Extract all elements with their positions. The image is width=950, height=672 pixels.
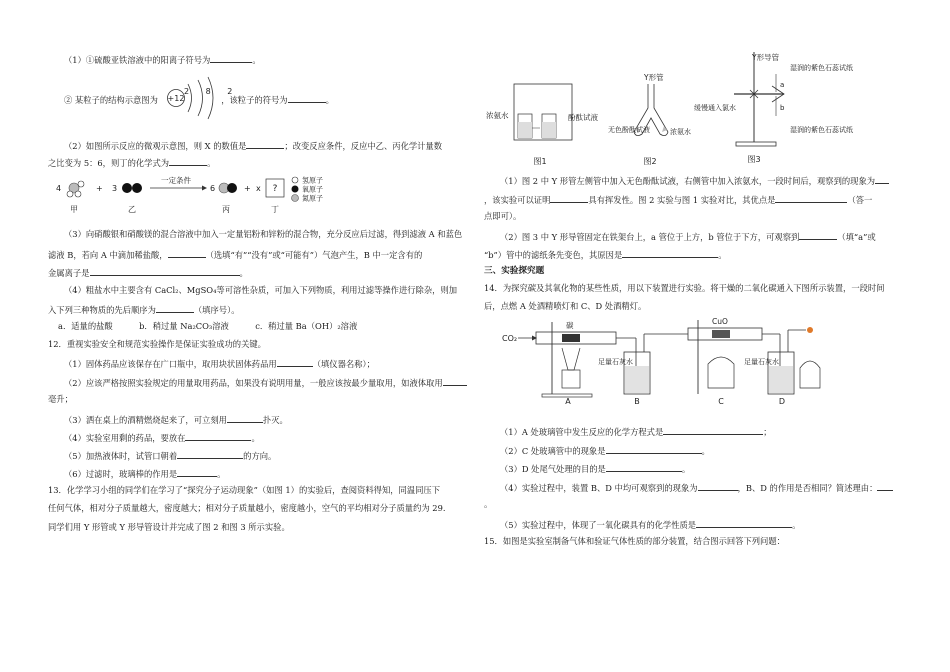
label-ding: 丁 <box>271 205 279 214</box>
o-atom-icon <box>227 183 237 193</box>
o-atom-icon <box>122 183 132 193</box>
svg-text:湿润的紫色石蕊试纸: 湿润的紫色石蕊试纸 <box>790 64 853 72</box>
answer-blank[interactable] <box>663 425 763 435</box>
answer-blank[interactable] <box>606 444 702 454</box>
label-jia: 甲 <box>70 205 78 214</box>
svg-text:碳: 碳 <box>566 321 574 330</box>
shell-electrons: 2 8 2 <box>184 87 240 96</box>
svg-text:氧原子: 氧原子 <box>302 185 323 194</box>
q3-line2: 滤液 B，若向 A 中滴加稀盐酸， （选填“有”“没有”或“可能有”）气泡产生，B 中一定含有的 <box>48 250 423 260</box>
q14-3: （3）D 处尾气处理的目的是 。 <box>500 464 691 474</box>
q12-1: （1）固体药品应该保存在广口瓶中，取用块状固体药品用 （填仪器名称）； <box>64 359 375 369</box>
svg-text:缓慢通入氯水: 缓慢通入氯水 <box>694 104 736 112</box>
answer-blank[interactable] <box>550 193 588 203</box>
svg-text:足量石灰水: 足量石灰水 <box>598 358 633 366</box>
answer-blank[interactable] <box>443 376 467 386</box>
svg-text:A: A <box>565 397 571 406</box>
flame-icon <box>807 327 813 333</box>
answer-blank[interactable] <box>288 93 326 103</box>
co2-apparatus-diagram <box>502 316 832 406</box>
q12-5: （5）加热液体时，试管口朝着 的方向。 <box>64 451 277 461</box>
answer-blank[interactable] <box>156 303 194 313</box>
legend-h-icon <box>292 177 298 183</box>
svg-text:+: + <box>244 184 251 193</box>
reaction-condition: 一定条件 <box>161 176 191 185</box>
q1-line1: （1）①硫酸亚铁溶液中的阳离子符号为 。 <box>64 55 261 65</box>
svg-text:Y形管: Y形管 <box>644 73 664 82</box>
q12-stem: 12．重视实验安全和规范实验操作是保证实验成功的关键。 <box>48 339 266 349</box>
svg-text:b: b <box>780 104 785 112</box>
svg-text:x: x <box>256 184 261 193</box>
svg-text:C: C <box>718 397 724 406</box>
answer-blank[interactable] <box>277 357 313 367</box>
answer-blank[interactable] <box>698 481 738 491</box>
figure-1 <box>484 66 598 166</box>
q12-6: （6）过滤时，玻璃棒的作用是 。 <box>64 469 226 479</box>
answer-blank[interactable] <box>622 248 718 258</box>
section-title-experiment: 三、实验探究题 <box>484 266 545 276</box>
reaction-diagram <box>52 170 352 224</box>
fig2-caption: 图2 <box>643 157 657 166</box>
answer-blank[interactable] <box>246 139 284 149</box>
svg-text:CuO: CuO <box>712 317 728 326</box>
answer-blank[interactable] <box>210 53 252 63</box>
svg-text:+: + <box>96 184 103 193</box>
q13-1-line3: 点即可）。 <box>484 211 522 221</box>
q13-1-line1: （1）图 2 中 Y 形管左侧管中加入无色酚酞试液，右侧管中加入浓氨水，一段时间后，观察到的现象为 <box>484 174 889 187</box>
svg-text:3: 3 <box>112 184 118 193</box>
coef-jia: 4 <box>56 184 62 193</box>
figure-3 <box>694 46 904 164</box>
q13-line1: 13．化学学习小组的同学们在学习了“探究分子运动现象”（如图 1）的实验后，查阅资料得知，同温同压下 <box>48 485 441 495</box>
q12-4: （4）实验室用剩的药品，要放在 。 <box>64 433 260 443</box>
svg-text:湿润的紫色石蕊试纸: 湿润的紫色石蕊试纸 <box>790 126 853 134</box>
legend-o-icon <box>292 186 299 193</box>
answer-blank[interactable] <box>877 481 893 491</box>
svg-text:D: D <box>778 397 786 406</box>
answer-blank[interactable] <box>169 156 207 166</box>
q4-options: a．适量的盐酸 b．稍过量 Na₂CO₃溶液 c．稍过量 Ba（OH）₂溶液 <box>58 321 358 331</box>
answer-blank[interactable] <box>177 449 243 459</box>
h-atom-icon <box>75 191 81 197</box>
q4-line1: （4）粗盐水中主要含有 CaCl₂、MgSO₄等可溶性杂质，可加入下列物质，利用过滤等操作进行除杂，则加 <box>64 285 458 295</box>
answer-blank[interactable] <box>799 230 837 240</box>
svg-text:足量石灰水: 足量石灰水 <box>744 358 779 366</box>
h-atom-icon <box>67 191 73 197</box>
fig1-caption: 图1 <box>533 157 547 166</box>
answer-blank[interactable] <box>90 266 240 276</box>
q15-stem: 15．如图是实验室制备气体和验证气体性质的部分装置，结合图示回答下列问题： <box>484 536 785 546</box>
q13-line2: 任何气体，相对分子质量越大，密度越大；相对分子质量越小，密度越小，空气的平均相对分子质量约为 29. <box>48 503 446 513</box>
svg-text:Y形导管: Y形导管 <box>752 53 780 62</box>
fig3-caption: 图3 <box>747 155 761 164</box>
h-atom-icon <box>78 181 84 187</box>
answer-blank[interactable] <box>875 174 889 184</box>
q12-3: （3）洒在桌上的酒精燃烧起来了，可立刻用 扑灭。 <box>64 415 288 425</box>
svg-text:浓氨水: 浓氨水 <box>486 111 509 120</box>
q14-5: （5）实验过程中，体现了一氧化碳具有的化学性质是 。 <box>500 520 801 530</box>
co2-label: CO₂ <box>502 334 518 343</box>
o-atom-icon <box>132 183 142 193</box>
label-yi: 乙 <box>128 205 136 214</box>
q14-2: （2）C 处玻璃管中的现象是 。 <box>500 446 710 456</box>
atom-structure-diagram <box>162 72 240 122</box>
label-bing: 丙 <box>222 205 230 214</box>
svg-text:无色酚酞试液: 无色酚酞试液 <box>608 126 650 134</box>
q1-line2: ② 某粒子的结构示意图为 ，该粒子的符号为 。 <box>64 95 334 105</box>
q14-4: （4）实验过程中，装置 B、D 中均可观察到的现象为 ，B、D 的作用是否相同？简述理由： <box>484 481 893 494</box>
svg-text:6: 6 <box>210 184 216 193</box>
q13-2-line2: “b”）管中的滤纸条先变色，其原因是 。 <box>484 250 727 260</box>
q3-line3: 金属离子是 。 <box>48 268 248 278</box>
svg-text:B: B <box>634 397 640 406</box>
q14-line2: 后，点燃 A 处酒精喷灯和 C、D 处酒精灯。 <box>484 301 647 311</box>
svg-text:浓氨水: 浓氨水 <box>670 128 691 136</box>
answer-blank[interactable] <box>606 462 682 472</box>
q13-line3: 同学们用 Y 形管或 Y 形导管设计并完成了图 2 和图 3 所示实验。 <box>48 522 290 532</box>
unknown-molecule: ? <box>272 184 278 194</box>
svg-text:a: a <box>780 81 785 89</box>
q2-line2: 之比变为 5：6，则丁的化学式为 。 <box>48 158 216 168</box>
q13-2-line1: （2）图 3 中 Y 形导管固定在铁架台上，a 管位于上方，b 管位于下方，可观察到 （填“a”或 <box>500 232 876 242</box>
answer-blank[interactable] <box>168 248 206 258</box>
answer-blank[interactable] <box>227 413 263 423</box>
answer-blank[interactable] <box>177 467 217 477</box>
q14-4b: 。 <box>484 499 493 509</box>
svg-text:氢原子: 氢原子 <box>302 176 323 185</box>
answer-blank[interactable] <box>185 431 251 441</box>
q12-2: （2）应该严格按照实验规定的用量取用药品，如果没有说明用量，一般应该按最少量取用，如液体取用 <box>48 376 467 389</box>
svg-text:氮原子: 氮原子 <box>302 194 323 203</box>
answer-blank[interactable] <box>696 518 792 528</box>
q13-1-line2: ，该实验可以证明 具有挥发性。图 2 实验与图 1 实验对比，其优点是 （答一 <box>484 195 873 205</box>
q2-line1: （2）如图所示反应的微观示意图，则 X 的数值是 ；改变反应条件，反应中乙、丙化学计量数 <box>64 141 443 151</box>
answer-blank[interactable] <box>775 193 847 203</box>
q14-line1: 14．为探究碳及其氧化物的某些性质，用以下装置进行实验。将干燥的二氧化碳通入下图所示装置，一段时间 <box>484 283 885 293</box>
q12-2b: 毫升； <box>48 394 73 404</box>
q14-1: （1）A 处玻璃管中发生反应的化学方程式是 ； <box>500 427 772 437</box>
q4-line2: 入下列三种物质的先后顺序为 （填序号）。 <box>48 305 240 315</box>
nucleus-charge: +12 <box>167 94 185 103</box>
q3-line1: （3）向硝酸银和硝酸镁的混合溶液中加入一定量铝粉和锌粉的混合物，充分反应后过滤，得到滤液 A 和蓝色 <box>64 229 463 239</box>
svg-text:酚酞试液: 酚酞试液 <box>568 113 598 122</box>
legend-n-icon <box>292 195 299 202</box>
